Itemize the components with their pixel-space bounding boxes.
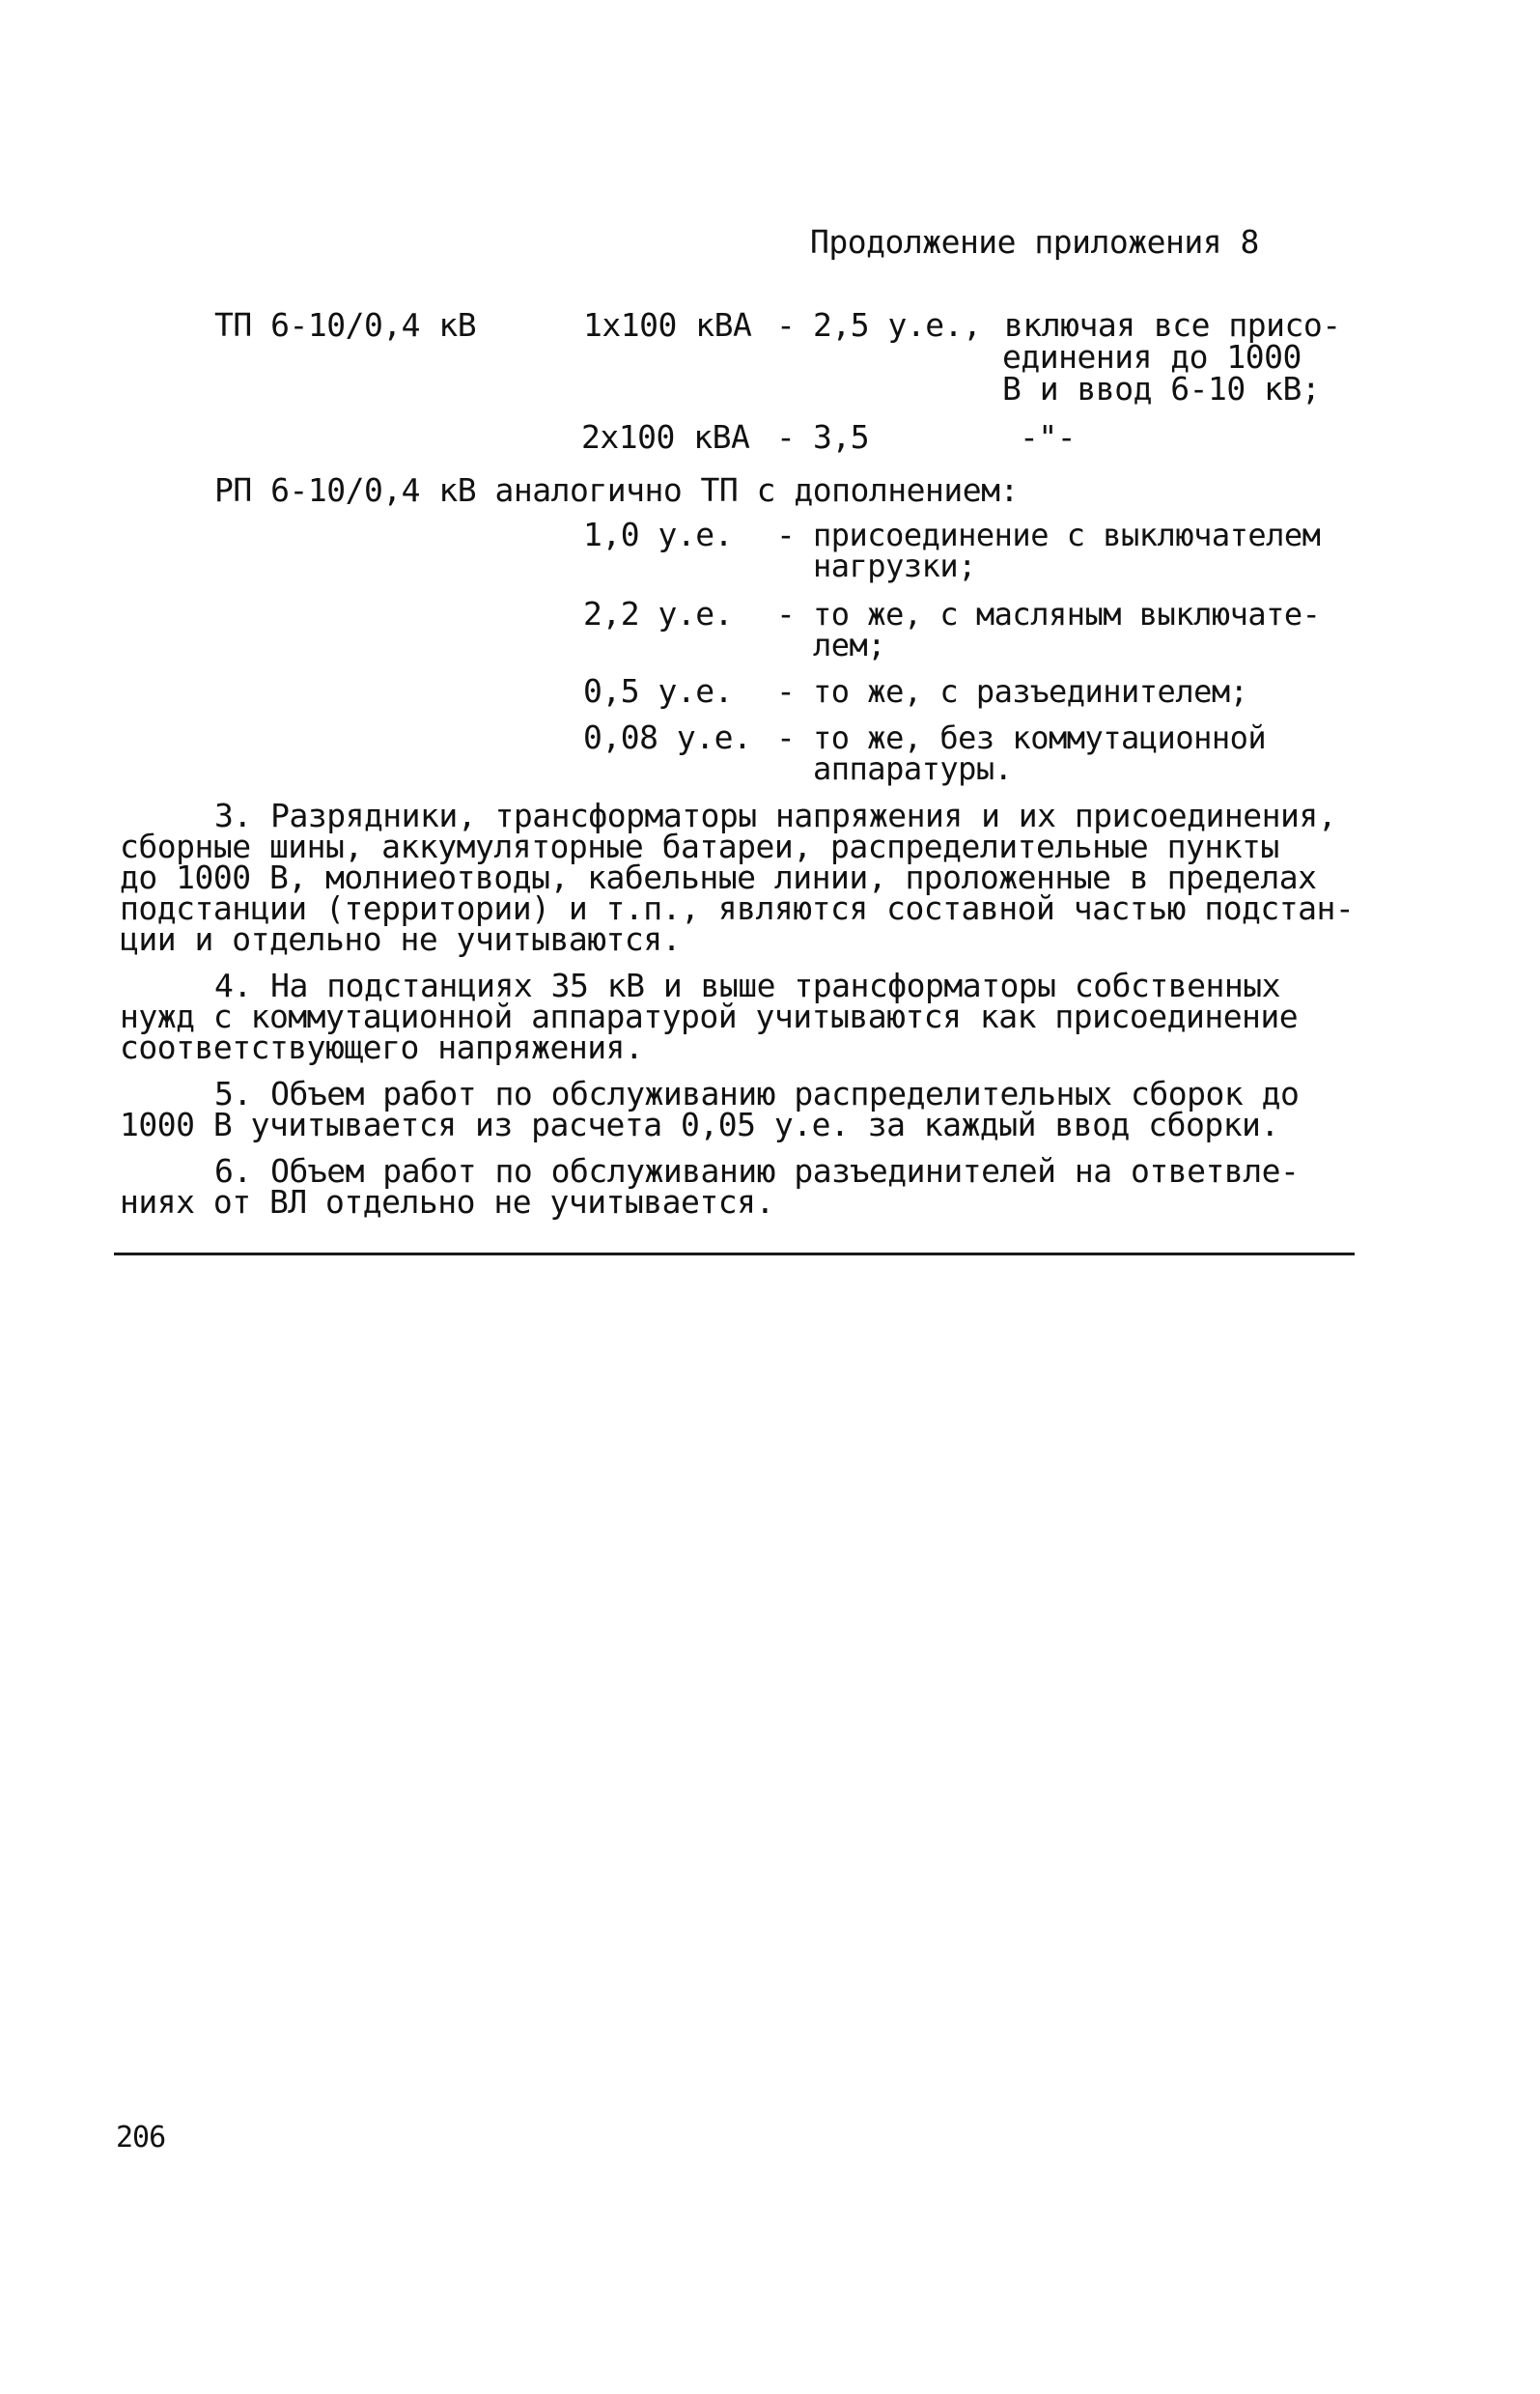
p3-line-3: до 1000 В, молниеотводы, кабельные линии, проложенные в пределах xyxy=(120,859,1317,896)
tp-row1-rating: 1х100 кВА xyxy=(583,306,752,344)
p5-line-2: 1000 В учитывается из расчета 0,05 у.е. за каждый ввод сборки. xyxy=(120,1106,1279,1143)
rp-item-3-value: 0,5 у.е. xyxy=(583,672,733,710)
continuation-header: Продолжение приложения 8 xyxy=(810,223,1259,261)
p3-line-4: подстанции (территории) и т.п., являются составной частью подстан- xyxy=(120,889,1355,927)
tp-row2-ditto: -"- xyxy=(1020,418,1077,456)
p3-line-2: сборные шины, аккумуляторные батареи, распределительные пункты xyxy=(120,828,1279,865)
rp-item-1-line1: присоединение с выключателем xyxy=(813,517,1321,553)
rp-item-1-value: 1,0 у.е. xyxy=(583,516,733,553)
rp-item-3-dash: - xyxy=(776,672,796,710)
rp-item-1-line2: нагрузки; xyxy=(813,548,976,584)
horizontal-rule xyxy=(114,1253,1355,1255)
p4-line-3: соответствующего напряжения. xyxy=(120,1028,644,1066)
tp-row1-desc-line1: включая все присо- xyxy=(1004,306,1341,344)
rp-item-2-line2: лем; xyxy=(813,627,886,663)
rp-item-4-line1: то же, без коммутационной xyxy=(813,719,1267,756)
p3-line-1: 3. Разрядники, трансформаторы напряжения и их присоединения, xyxy=(214,797,1337,834)
tp-row2-value: 3,5 xyxy=(813,418,870,456)
p6-line-1: 6. Объем работ по обслуживанию разъединителей на ответвле- xyxy=(214,1152,1300,1190)
p3-line-5: ции и отдельно не учитываются. xyxy=(120,920,682,958)
tp-row1-desc-line3: В и ввод 6-10 кВ; xyxy=(1002,370,1321,408)
tp-row2-rating: 2х100 кВА xyxy=(581,418,750,456)
rp-label: РП 6-10/0,4 кВ аналогично ТП с дополнением: xyxy=(214,471,1019,509)
rp-item-2-dash: - xyxy=(776,595,796,633)
tp-row2-dash: - xyxy=(776,418,796,456)
rp-item-4-line2: аппаратуры. xyxy=(813,750,1013,787)
rp-item-2-value: 2,2 у.е. xyxy=(583,595,733,633)
rp-item-1-dash: - xyxy=(776,516,796,553)
tp-label: ТП 6-10/0,4 кВ xyxy=(214,306,477,344)
tp-row1-dash: - xyxy=(776,306,796,344)
rp-item-4-value: 0,08 у.е. xyxy=(583,718,752,756)
page-number: 206 xyxy=(116,2121,166,2155)
rp-item-4-dash: - xyxy=(776,718,796,756)
p6-line-2: ниях от ВЛ отдельно не учитывается. xyxy=(120,1183,774,1221)
rp-item-3-line1: то же, с разъединителем; xyxy=(813,673,1248,710)
p4-line-1: 4. На подстанциях 35 кВ и выше трансформаторы собственных xyxy=(214,967,1280,1004)
rp-item-2-line1: то же, с масляным выключате- xyxy=(813,596,1321,633)
p5-line-1: 5. Объем работ по обслуживанию распределительных сборок до xyxy=(214,1075,1300,1113)
tp-row1-value: 2,5 у.е., xyxy=(813,306,982,344)
tp-row1-desc-line2: единения до 1000 xyxy=(1002,338,1302,376)
p4-line-2: нужд с коммутационной аппаратурой учитываются как присоединение xyxy=(120,998,1299,1035)
